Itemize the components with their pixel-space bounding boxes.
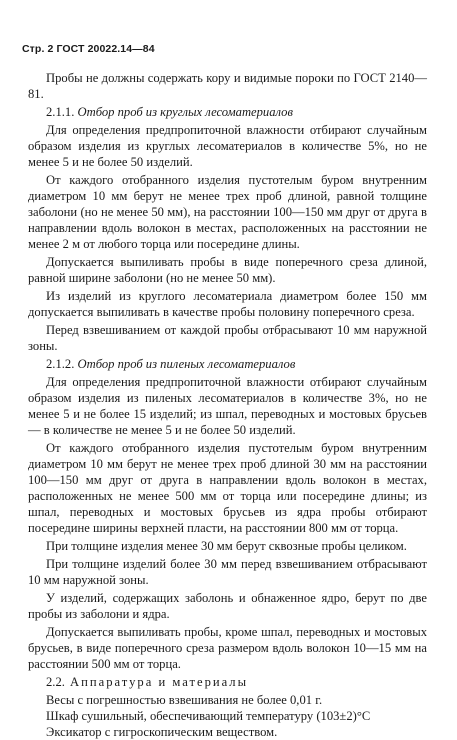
body-paragraph: От каждого отобранного изделия пустотелым буром внутренним диаметром 10 мм берут не менее трех проб длиной, равной толщине заболони (но не менее 50 мм), на расстоянии 100—150 мм друг от друга в направлении вдоль волокон в местах, расположенных на расстоянии не менее 2 м от любого торца или посередине длины. — [28, 173, 427, 251]
body-paragraph: При толщине изделия менее 30 мм берут сквозные пробы целиком. — [46, 539, 407, 553]
section-heading — [28, 104, 427, 120]
equipment-item: Эксикатор с гигроскопическим веществом. — [46, 725, 278, 739]
body-paragraph: Для определения предпропиточной влажности отбирают случайным образом изделия из круглых лесоматериалов в количестве 5%, но не менее 5 и не более 50 изделий. — [28, 123, 427, 169]
page-header — [22, 43, 155, 55]
section-heading-text: Отбор проб из пиленых лесоматериалов — [77, 357, 296, 371]
body-paragraph: Перед взвешиванием от каждой пробы отбрасывают 10 мм наружной зоны. — [28, 323, 427, 353]
equipment-item: Весы с погрешностью взвешивания не более 0,01 г. — [46, 693, 323, 707]
document-body — [28, 70, 427, 740]
section-number: 2.1.1. — [46, 105, 75, 119]
body-paragraph: У изделий, содержащих заболонь и обнаженное ядро, берут по две пробы из заболони и ядра. — [28, 591, 427, 621]
section-number: 2.1.2. — [46, 357, 75, 371]
section-title — [28, 674, 427, 690]
body-paragraph: Допускается выпиливать пробы, кроме шпал, переводных и мостовых брусьев, в виде поперечного среза размером вдоль волокон 10—15 мм на расстоянии 500 мм от торца. — [28, 625, 427, 671]
section-heading — [28, 356, 427, 372]
body-paragraph: От каждого отобранного изделия пустотелым буром внутренним диаметром 10 мм берут не менее трех проб длиной 30 мм на расстоянии 100—150 мм друг от друга в направлении вдоль волокон в местах, расположенных не менее 500 мм от торца или посередине длины; из шпал, переводных и мостовых брусьев из ядра пробы отбирают посередине ширины верхней пласти, на расстоянии 800 мм от торца. — [28, 441, 427, 535]
body-paragraph: Для определения предпропиточной влажности отбирают случайным образом изделия из пиленых лесоматериалов в количестве 3%, но не менее 5 и не более 15 изделий; из шпал, переводных и мостовых брусьев — в количестве не менее 5 и не более 50 изделий. — [28, 375, 427, 437]
body-paragraph: Из изделий из круглого лесоматериала диаметром более 150 мм допускается выпиливать в качестве пробы половину поперечного среза. — [28, 289, 427, 319]
page-label: Стр. 2 — [22, 43, 54, 55]
body-paragraph: Пробы не должны содержать кору и видимые пороки по ГОСТ 2140—81. — [28, 71, 427, 101]
body-paragraph: Допускается выпиливать пробы в виде поперечного среза длиной, равной ширине заболони (но не менее 50 мм). — [28, 255, 427, 285]
body-paragraph: При толщине изделий более 30 мм перед взвешиванием отбрасывают 10 мм наружной зоны. — [28, 557, 427, 587]
section-heading-text: Отбор проб из круглых лесоматериалов — [77, 105, 293, 119]
equipment-item: Шкаф сушильный, обеспечивающий температуру (103±2)°С — [46, 709, 371, 723]
section-heading-text: Аппаратура и материалы — [70, 675, 249, 689]
standard-title: ГОСТ 20022.14—84 — [56, 43, 155, 55]
section-number: 2.2. — [46, 675, 65, 689]
